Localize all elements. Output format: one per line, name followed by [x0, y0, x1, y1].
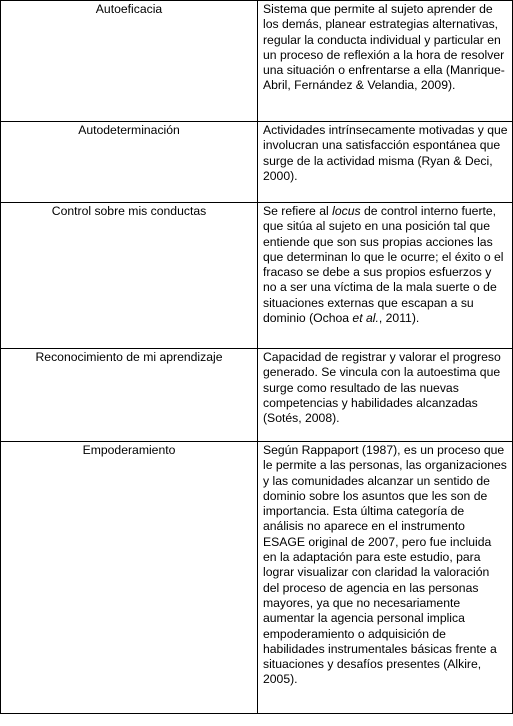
definition-cell	[258, 203, 513, 349]
definition-cell	[258, 442, 513, 714]
definition-cell	[258, 1, 513, 122]
definition-italic-text: et al.	[352, 311, 379, 326]
definition-text: Actividades intrínsecamente motivadas y que involucran una satisfacción espontánea que surge de la actividad misma (Ryan & Deci, 2000).	[263, 123, 508, 183]
table-row	[1, 442, 513, 714]
term-cell: Control sobre mis conductas	[1, 203, 258, 349]
definition-text: de control interno fuerte, que sitúa al sujeto en una posición tal que entiende que son sus propias acciones las que determinan lo que le ocurre; el éxito o el fracaso se debe a sus propios esfuerzos y no a ser una víctima de la mala suerte o de situaciones externas que escapan a su dominio (Ochoa	[263, 204, 504, 326]
definition-cell	[258, 349, 513, 442]
term-cell: Empoderamiento	[1, 442, 258, 714]
term-cell: Reconocimiento de mi aprendizaje	[1, 349, 258, 442]
table-row	[1, 1, 513, 122]
definition-text: Se refiere al	[263, 204, 333, 218]
definition-text: , 2011).	[378, 311, 420, 326]
table-row	[1, 122, 513, 203]
table-row	[1, 349, 513, 442]
definition-cell	[258, 122, 513, 203]
term-cell: Autoeficacia	[1, 1, 258, 122]
definition-text: Según Rappaport (1987), es un proceso que le permite a las personas, las organizaciones y las comunidades alcanzar un sentido de dominio sobre los asuntos que les son de importancia. Esta última categoría de análisis no aparece en el instrumento ESAGE original de 2007, pero fue incluida en la adaptación para este estudio, para lograr visualizar con claridad la valoración del proceso de agencia en las personas mayores, ya que no necesariamente aumentar la agencia personal implica empoderamiento o adquisición de habilidades instrumentales básicas frente a situaciones y desafíos presentes (Alkire, 2005).	[263, 443, 507, 687]
definition-text: Sistema que permite al sujeto aprender de los demás, planear estrategias alternativas, regular la conducta individual y particular en un proceso de reflexión a la hora de resolver una situación o enfrentarse a ella (Manrique-Abril, Fernández & Velandia, 2009).	[263, 2, 505, 93]
definition-text: Capacidad de registrar y valorar el progreso generado. Se vincula con la autoestima que surge como resultado de las nuevas competencias y habilidades alcanzadas (Sotés, 2008).	[263, 350, 501, 426]
definition-italic-text: locus	[332, 204, 361, 218]
term-cell: Autodeterminación	[1, 122, 258, 203]
table-row	[1, 203, 513, 349]
